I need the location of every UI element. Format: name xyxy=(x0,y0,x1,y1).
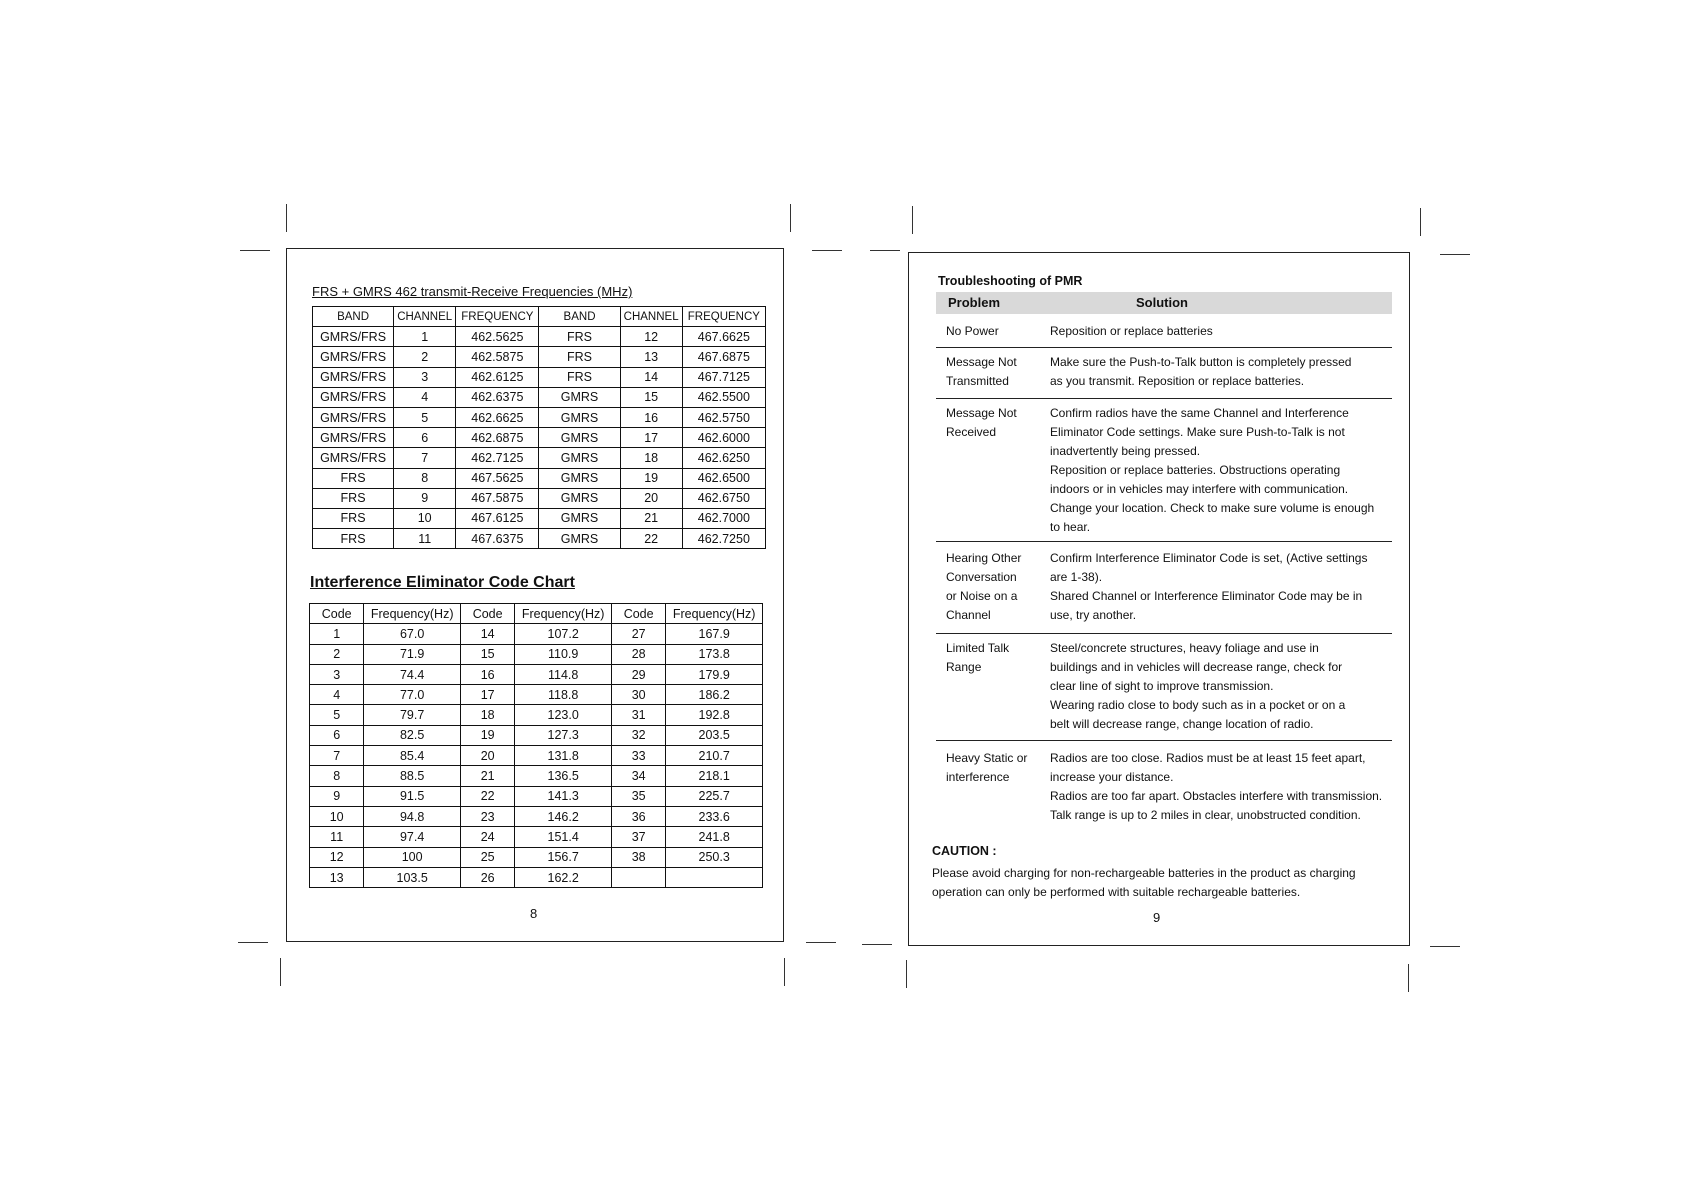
table-row xyxy=(313,468,766,488)
problem-line: Received xyxy=(946,425,997,439)
table-cell: 467.5875 xyxy=(456,488,539,508)
column-header: CHANNEL xyxy=(620,307,682,327)
table-cell: 21 xyxy=(460,766,514,786)
crop-mark xyxy=(1440,254,1470,255)
solution-line: Steel/concrete structures, heavy foliage and use in xyxy=(1050,641,1319,655)
table-cell: 34 xyxy=(611,766,665,786)
solution-cell xyxy=(1050,749,1392,825)
table-row xyxy=(310,685,763,705)
solution-line: Reposition or replace batteries. Obstructions operating xyxy=(1050,463,1341,477)
table-cell: 24 xyxy=(460,827,514,847)
row-divider xyxy=(936,740,1392,741)
table-cell: GMRS xyxy=(539,387,620,407)
table-row xyxy=(310,705,763,725)
troubleshooting-title: Troubleshooting of PMR xyxy=(938,274,1083,288)
table-cell: 225.7 xyxy=(666,786,763,806)
crop-mark xyxy=(280,958,281,986)
table-cell: 19 xyxy=(620,468,682,488)
table-header-row xyxy=(313,307,766,327)
crop-mark xyxy=(870,250,900,251)
problem-cell xyxy=(946,404,1041,442)
solution-line: Reposition or replace batteries xyxy=(1050,324,1213,338)
table-cell: GMRS xyxy=(539,468,620,488)
table-cell: 14 xyxy=(460,624,514,644)
column-header: FREQUENCY xyxy=(682,307,765,327)
table-cell: 123.0 xyxy=(515,705,612,725)
solution-line: Wearing radio close to body such as in a pocket or on a xyxy=(1050,698,1346,712)
table-row xyxy=(313,327,766,347)
crop-mark xyxy=(806,942,836,943)
table-cell: 25 xyxy=(460,847,514,867)
table-cell: 1 xyxy=(394,327,456,347)
table-cell: 179.9 xyxy=(666,664,763,684)
solution-line: Change your location. Check to make sure volume is enough xyxy=(1050,501,1375,515)
table-cell: 17 xyxy=(460,685,514,705)
solution-line: to hear. xyxy=(1050,520,1091,534)
crop-mark xyxy=(784,958,785,986)
table-cell: 462.6125 xyxy=(456,367,539,387)
table-cell: 11 xyxy=(394,529,456,549)
solution-cell xyxy=(1050,549,1392,625)
solution-line: Shared Channel or Interference Eliminator Code may be in xyxy=(1050,589,1363,603)
table-cell: 250.3 xyxy=(666,847,763,867)
problem-line: Hearing Other xyxy=(946,551,1022,565)
table-cell: 97.4 xyxy=(364,827,461,847)
table-cell: 7 xyxy=(310,746,364,766)
table-cell: GMRS/FRS xyxy=(313,387,394,407)
table-cell: 8 xyxy=(310,766,364,786)
caution-text: Please avoid charging for non-rechargeable batteries in the product as charging operation can only be performed with suitable rechargeable batteries. xyxy=(932,866,1356,899)
table-cell: 186.2 xyxy=(666,685,763,705)
crop-mark xyxy=(790,204,791,232)
solution-line: Confirm Interference Eliminator Code is set, (Active settings xyxy=(1050,551,1368,565)
table-cell: 27 xyxy=(611,624,665,644)
table-cell: 77.0 xyxy=(364,685,461,705)
table-cell: 13 xyxy=(620,347,682,367)
solution-line: are 1-38). xyxy=(1050,570,1103,584)
table-cell: 12 xyxy=(310,847,364,867)
table-cell: 110.9 xyxy=(515,644,612,664)
table-cell: 23 xyxy=(460,806,514,826)
table-cell: 18 xyxy=(620,448,682,468)
table-row xyxy=(310,806,763,826)
table-row xyxy=(313,428,766,448)
solution-header: Solution xyxy=(1136,295,1188,310)
table-row xyxy=(313,347,766,367)
table-cell: 462.6500 xyxy=(682,468,765,488)
crop-mark xyxy=(912,206,913,234)
table-cell: 210.7 xyxy=(666,746,763,766)
crop-mark xyxy=(812,250,842,251)
problem-line: Limited Talk xyxy=(946,641,1010,655)
table-cell: 118.8 xyxy=(515,685,612,705)
table-cell: 9 xyxy=(394,488,456,508)
table-cell: 8 xyxy=(394,468,456,488)
column-header: CHANNEL xyxy=(394,307,456,327)
table-cell: 467.6625 xyxy=(682,327,765,347)
table-row xyxy=(310,664,763,684)
solution-cell xyxy=(1050,639,1392,734)
table-cell: 1 xyxy=(310,624,364,644)
table-cell: 167.9 xyxy=(666,624,763,644)
table-row xyxy=(313,529,766,549)
table-row xyxy=(310,827,763,847)
table-cell: 31 xyxy=(611,705,665,725)
solution-cell xyxy=(1050,404,1392,537)
table-cell: 16 xyxy=(620,407,682,427)
table-cell: 462.6875 xyxy=(456,428,539,448)
troubleshooting-header xyxy=(936,292,1392,314)
table-row xyxy=(313,488,766,508)
table-cell: 462.7000 xyxy=(682,508,765,528)
table-cell: GMRS/FRS xyxy=(313,327,394,347)
crop-mark xyxy=(1408,964,1409,992)
table-cell: 151.4 xyxy=(515,827,612,847)
table-cell: 462.6750 xyxy=(682,488,765,508)
problem-cell xyxy=(946,749,1041,787)
column-header: FREQUENCY xyxy=(456,307,539,327)
table-cell: 21 xyxy=(620,508,682,528)
table-cell: GMRS/FRS xyxy=(313,367,394,387)
table-cell: 233.6 xyxy=(666,806,763,826)
table-cell: 9 xyxy=(310,786,364,806)
table-cell: 82.5 xyxy=(364,725,461,745)
table-cell: 107.2 xyxy=(515,624,612,644)
table-cell: GMRS xyxy=(539,428,620,448)
table-cell: 462.6250 xyxy=(682,448,765,468)
solution-line: Radios are too far apart. Obstacles interfere with transmission. xyxy=(1050,789,1383,803)
table-cell: 114.8 xyxy=(515,664,612,684)
table-cell: GMRS xyxy=(539,448,620,468)
solution-line: buildings and in vehicles will decrease range, check for xyxy=(1050,660,1343,674)
table-cell: 136.5 xyxy=(515,766,612,786)
table-cell: FRS xyxy=(539,347,620,367)
table-cell: 3 xyxy=(394,367,456,387)
table-cell: 85.4 xyxy=(364,746,461,766)
table-cell: FRS xyxy=(313,468,394,488)
table-cell: 131.8 xyxy=(515,746,612,766)
solution-line: Radios are too close. Radios must be at least 15 feet apart, xyxy=(1050,751,1366,765)
problem-line: Message Not xyxy=(946,406,1017,420)
table-cell: 6 xyxy=(394,428,456,448)
table-cell: 462.5500 xyxy=(682,387,765,407)
table-cell: 467.5625 xyxy=(456,468,539,488)
table-cell: 462.5875 xyxy=(456,347,539,367)
problem-cell xyxy=(946,322,1041,341)
table-cell: 13 xyxy=(310,867,364,887)
table-cell: 146.2 xyxy=(515,806,612,826)
table-cell: 88.5 xyxy=(364,766,461,786)
table-cell: 28 xyxy=(611,644,665,664)
table-cell: 127.3 xyxy=(515,725,612,745)
table-cell: 7 xyxy=(394,448,456,468)
solution-line: indoors or in vehicles may interfere with communication. xyxy=(1050,482,1349,496)
crop-mark xyxy=(1420,208,1421,236)
table-row xyxy=(310,624,763,644)
table-cell: 37 xyxy=(611,827,665,847)
table-header-row xyxy=(310,604,763,624)
table-cell: 10 xyxy=(310,806,364,826)
table-cell: 36 xyxy=(611,806,665,826)
table-cell: 173.8 xyxy=(666,644,763,664)
solution-cell xyxy=(1050,353,1392,391)
caution-title: CAUTION : xyxy=(932,844,997,858)
table-cell: 33 xyxy=(611,746,665,766)
solution-line: clear line of sight to improve transmission. xyxy=(1050,679,1274,693)
table-cell: 20 xyxy=(460,746,514,766)
table-cell: 30 xyxy=(611,685,665,705)
page-number: 8 xyxy=(530,906,538,921)
crop-mark xyxy=(1430,946,1460,947)
table-cell: 162.2 xyxy=(515,867,612,887)
table-row xyxy=(310,766,763,786)
column-header: Frequency(Hz) xyxy=(666,604,763,624)
table-cell: 74.4 xyxy=(364,664,461,684)
table-cell: FRS xyxy=(313,488,394,508)
problem-line: Message Not xyxy=(946,355,1017,369)
solution-line: inadvertently being pressed. xyxy=(1050,444,1201,458)
table-cell: 3 xyxy=(310,664,364,684)
column-header: Code xyxy=(611,604,665,624)
column-header: Code xyxy=(310,604,364,624)
table-cell: 2 xyxy=(394,347,456,367)
column-header: Frequency(Hz) xyxy=(364,604,461,624)
column-header: Frequency(Hz) xyxy=(515,604,612,624)
table-cell: GMRS xyxy=(539,508,620,528)
problem-line: Transmitted xyxy=(946,374,1009,388)
solution-line: as you transmit. Reposition or replace batteries. xyxy=(1050,374,1305,388)
table-cell: 22 xyxy=(460,786,514,806)
column-header: BAND xyxy=(313,307,394,327)
row-divider xyxy=(936,633,1392,634)
table-cell: 12 xyxy=(620,327,682,347)
table-cell: 94.8 xyxy=(364,806,461,826)
table-cell: 462.7125 xyxy=(456,448,539,468)
table-cell: GMRS/FRS xyxy=(313,347,394,367)
table-cell: 4 xyxy=(394,387,456,407)
table-cell: 91.5 xyxy=(364,786,461,806)
table-cell: 203.5 xyxy=(666,725,763,745)
table-cell: 103.5 xyxy=(364,867,461,887)
table-cell: 6 xyxy=(310,725,364,745)
table-cell: 5 xyxy=(310,705,364,725)
table-cell: 241.8 xyxy=(666,827,763,847)
solution-line: Make sure the Push-to-Talk button is completely pressed xyxy=(1050,355,1352,369)
solution-line: use, try another. xyxy=(1050,608,1137,622)
solution-line: Confirm radios have the same Channel and Interference xyxy=(1050,406,1349,420)
table-cell: GMRS xyxy=(539,407,620,427)
code-chart-title: Interference Eliminator Code Chart xyxy=(310,574,575,591)
solution-line: increase your distance. xyxy=(1050,770,1174,784)
problem-cell xyxy=(946,549,1041,625)
table-row xyxy=(313,367,766,387)
table-cell: 38 xyxy=(611,847,665,867)
problem-cell xyxy=(946,639,1041,677)
table-cell: 462.6000 xyxy=(682,428,765,448)
table-cell: 2 xyxy=(310,644,364,664)
table-cell: 467.6375 xyxy=(456,529,539,549)
table-cell: 16 xyxy=(460,664,514,684)
table-row xyxy=(313,448,766,468)
table-cell: 22 xyxy=(620,529,682,549)
table-cell: 467.6125 xyxy=(456,508,539,528)
table-row xyxy=(310,867,763,887)
crop-mark xyxy=(238,942,268,943)
table-cell: 26 xyxy=(460,867,514,887)
table-cell: FRS xyxy=(539,367,620,387)
row-divider xyxy=(936,398,1392,399)
table-row xyxy=(313,407,766,427)
table-row xyxy=(313,387,766,407)
row-divider xyxy=(936,347,1392,348)
solution-line: belt will decrease range, change location of radio. xyxy=(1050,717,1314,731)
table-cell: 79.7 xyxy=(364,705,461,725)
row-divider xyxy=(936,541,1392,542)
table-cell: 462.7250 xyxy=(682,529,765,549)
column-header: BAND xyxy=(539,307,620,327)
table-cell: 462.6625 xyxy=(456,407,539,427)
table-cell: 100 xyxy=(364,847,461,867)
table-cell: 462.5750 xyxy=(682,407,765,427)
table-cell: 192.8 xyxy=(666,705,763,725)
problem-line: No Power xyxy=(946,324,999,338)
solution-line: Talk range is up to 2 miles in clear, unobstructed condition. xyxy=(1050,808,1361,822)
problem-line: Channel xyxy=(946,608,991,622)
interference-code-table xyxy=(309,603,763,888)
table-cell: FRS xyxy=(539,327,620,347)
solution-line: Eliminator Code settings. Make sure Push-to-Talk is not xyxy=(1050,425,1345,439)
crop-mark xyxy=(240,250,270,251)
problem-line: Range xyxy=(946,660,982,674)
table-cell: 71.9 xyxy=(364,644,461,664)
table-cell: 467.6875 xyxy=(682,347,765,367)
page-number: 9 xyxy=(1153,910,1161,925)
table-cell: 18 xyxy=(460,705,514,725)
problem-line: or Noise on a xyxy=(946,589,1018,603)
problem-header: Problem xyxy=(948,295,1001,310)
table-row xyxy=(310,847,763,867)
table-cell: 156.7 xyxy=(515,847,612,867)
table-cell: 19 xyxy=(460,725,514,745)
crop-mark xyxy=(862,944,892,945)
frequency-table xyxy=(312,306,766,549)
problem-cell xyxy=(946,353,1041,391)
table-row xyxy=(313,508,766,528)
table-cell: 4 xyxy=(310,685,364,705)
frequency-table-caption: FRS + GMRS 462 transmit-Receive Frequencies (MHz) xyxy=(312,284,633,299)
table-cell: GMRS xyxy=(539,488,620,508)
crop-mark xyxy=(286,204,287,232)
table-cell: 67.0 xyxy=(364,624,461,644)
column-header: Code xyxy=(460,604,514,624)
table-cell xyxy=(611,867,665,887)
table-cell: 467.7125 xyxy=(682,367,765,387)
table-cell: GMRS/FRS xyxy=(313,428,394,448)
table-cell: 15 xyxy=(620,387,682,407)
table-cell: GMRS xyxy=(539,529,620,549)
problem-line: Heavy Static or xyxy=(946,751,1028,765)
table-cell: 17 xyxy=(620,428,682,448)
table-row xyxy=(310,786,763,806)
table-cell: 218.1 xyxy=(666,766,763,786)
table-cell: 11 xyxy=(310,827,364,847)
solution-cell xyxy=(1050,322,1392,341)
table-cell: 32 xyxy=(611,725,665,745)
table-cell: GMRS/FRS xyxy=(313,448,394,468)
table-cell: 14 xyxy=(620,367,682,387)
table-row xyxy=(310,644,763,664)
table-cell: FRS xyxy=(313,508,394,528)
table-cell: 462.5625 xyxy=(456,327,539,347)
table-cell: 20 xyxy=(620,488,682,508)
problem-line: Conversation xyxy=(946,570,1017,584)
table-cell: GMRS/FRS xyxy=(313,407,394,427)
problem-line: interference xyxy=(946,770,1010,784)
table-cell: 29 xyxy=(611,664,665,684)
table-cell: 5 xyxy=(394,407,456,427)
table-cell: 15 xyxy=(460,644,514,664)
table-cell xyxy=(666,867,763,887)
table-row xyxy=(310,725,763,745)
table-cell: 35 xyxy=(611,786,665,806)
table-cell: 141.3 xyxy=(515,786,612,806)
table-row xyxy=(310,746,763,766)
table-cell: FRS xyxy=(313,529,394,549)
crop-mark xyxy=(906,960,907,988)
table-cell: 462.6375 xyxy=(456,387,539,407)
table-cell: 10 xyxy=(394,508,456,528)
